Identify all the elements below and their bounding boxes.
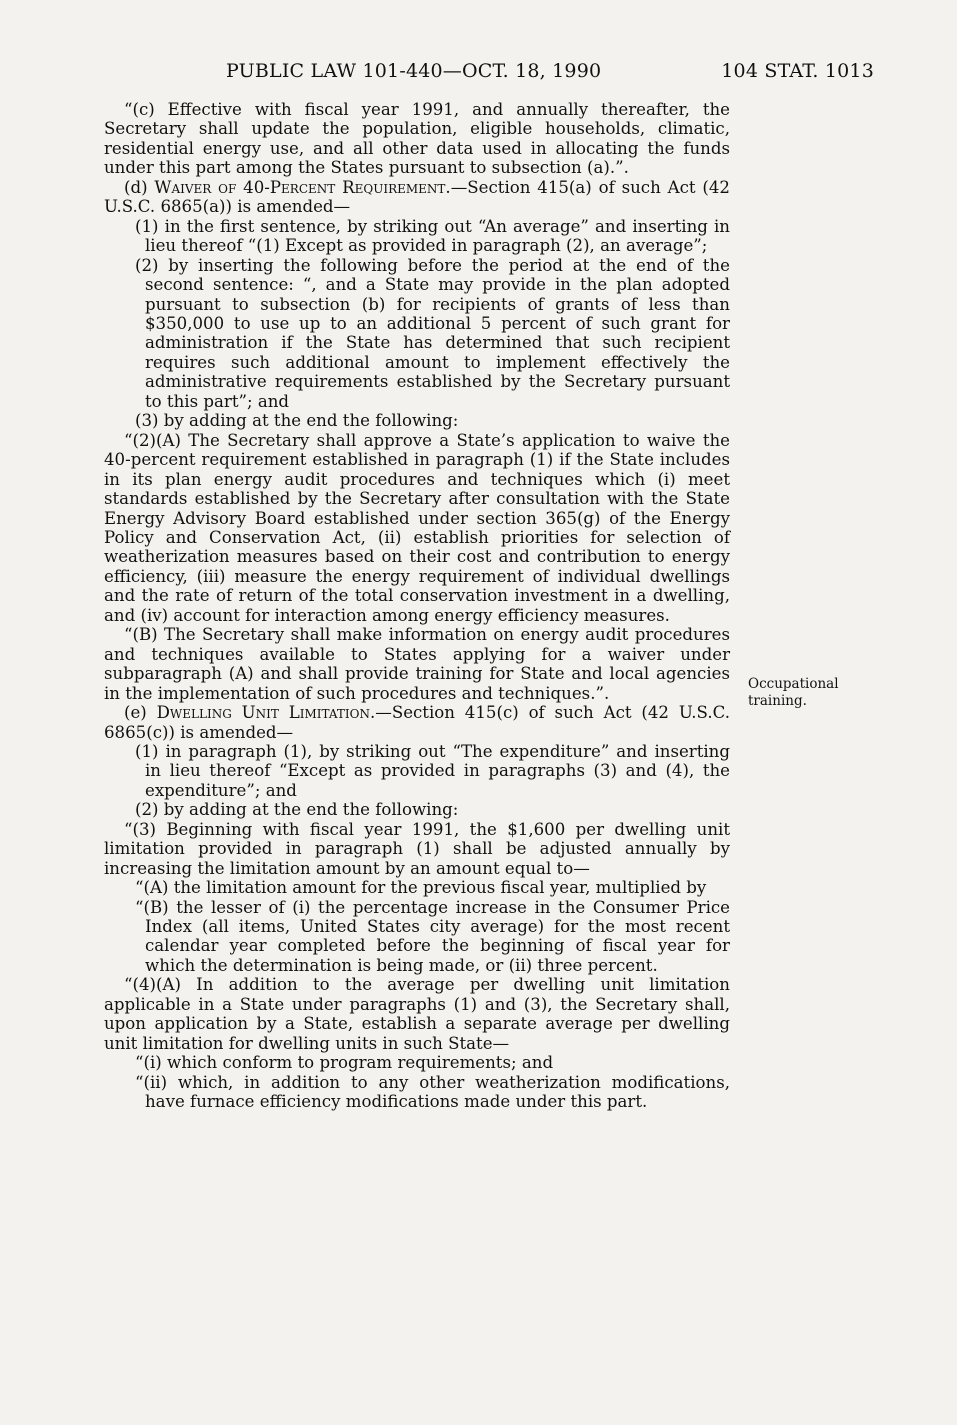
clause-d-2: (2) by inserting the following before the period at the end of the second sentence: “, and a State may provide in the plan adopted pursuant to subsection (b) for recipients of grants of less than $350,000 to use up to an additional 5 percent of such grant for administration if the State has determined that such recipient requires such additional amount to implement effectively the administrative requirements established by the Secretary pursuant to this part”; and bbox=[135, 255, 730, 411]
subsection-e-heading: (e) Dwelling Unit Limitation.—Section 415(c) of such Act (42 U.S.C. 6865(c)) is amended— bbox=[104, 703, 730, 742]
clause-3a: “(A) the limitation amount for the previous fiscal year, multiplied by bbox=[135, 878, 707, 898]
subsection-d-heading: (d) Waiver of 40-Percent Requirement.—Section 415(a) of such Act (42 U.S.C. 6865(a)) is amended— bbox=[104, 177, 730, 217]
header-title: PUBLIC LAW 101-440—OCT. 18, 1990 bbox=[226, 60, 602, 82]
clause-e-1: (1) in paragraph (1), by striking out “The expenditure” and inserting in lieu thereof “Except as provided in paragraphs (3) and (4), the expenditure”; and bbox=[135, 741, 730, 800]
clause-4a-i: “(i) which conform to program requirements; and bbox=[135, 1053, 554, 1073]
paragraph-3-adjustment: “(3) Beginning with fiscal year 1991, the $1,600 per dwelling unit limitation provided in paragraph (1) shall be adjusted annually by increasing the limitation amount by an amount equal to— bbox=[104, 819, 730, 878]
paragraph-c-update-data: “(c) Effective with fiscal year 1991, and annually thereafter, the Secretary shall update the population, eligible households, climatic, residential energy use, and all other data used in allocating the funds under this part among the States pursuant to subsection (a).”. bbox=[104, 100, 730, 178]
section-caption: Dwelling Unit Limitation bbox=[156, 703, 370, 723]
clause-e-2: (2) by adding at the end the following: bbox=[135, 800, 459, 820]
section-caption: Waiver of 40-Percent Requirement bbox=[154, 177, 446, 197]
statute-text bbox=[104, 100, 730, 1112]
paragraph-2b-training: “(B) The Secretary shall make information on energy audit procedures and techniques available to States applying for a waiver under subparagraph (A) and shall provide training for State and local agencies in the implementation of such procedures and techniques.”. bbox=[104, 625, 730, 703]
header-page-ref: 104 STAT. 1013 bbox=[721, 60, 874, 82]
paragraph-4a-limitation: “(4)(A) In addition to the average per dwelling unit limitation applicable in a State under paragraphs (1) and (3), the Secretary shall, upon application by a State, establish a separate average per dwelling unit limitation for dwelling units in such State— bbox=[104, 975, 730, 1053]
clause-3b: “(B) the lesser of (i) the percentage increase in the Consumer Price Index (all items, United States city average) for the most recent calendar year completed before the beginning of fiscal year for which the determination is being made, or (ii) three percent. bbox=[135, 897, 730, 975]
clause-d-3: (3) by adding at the end the following: bbox=[135, 411, 459, 431]
margin-note: Occupational training. bbox=[748, 676, 839, 709]
clause-4a-ii: “(ii) which, in addition to any other weatherization modifications, have furnace efficiency modifications made under this part. bbox=[135, 1072, 730, 1112]
paragraph-2a-waiver: “(2)(A) The Secretary shall approve a State’s application to waive the 40-percent requirement established in paragraph (1) if the State includes in its plan energy audit procedures and techniques which (i) meet standards established by the Secretary after consultation with the State Energy Advisory Board established under section 365(g) of the Energy Policy and Conservation Act, (ii) establish priorities for selection of weatherization measures based on their cost and contribution to energy efficiency, (iii) measure the energy requirement of individual dwellings and the rate of return of the total conservation investment in a dwelling, and (iv) account for interaction among energy efficiency measures. bbox=[104, 430, 730, 625]
clause-d-1: (1) in the first sentence, by striking out “An average” and inserting in lieu thereof “(1) Except as provided in paragraph (2), an average”; bbox=[135, 216, 730, 256]
